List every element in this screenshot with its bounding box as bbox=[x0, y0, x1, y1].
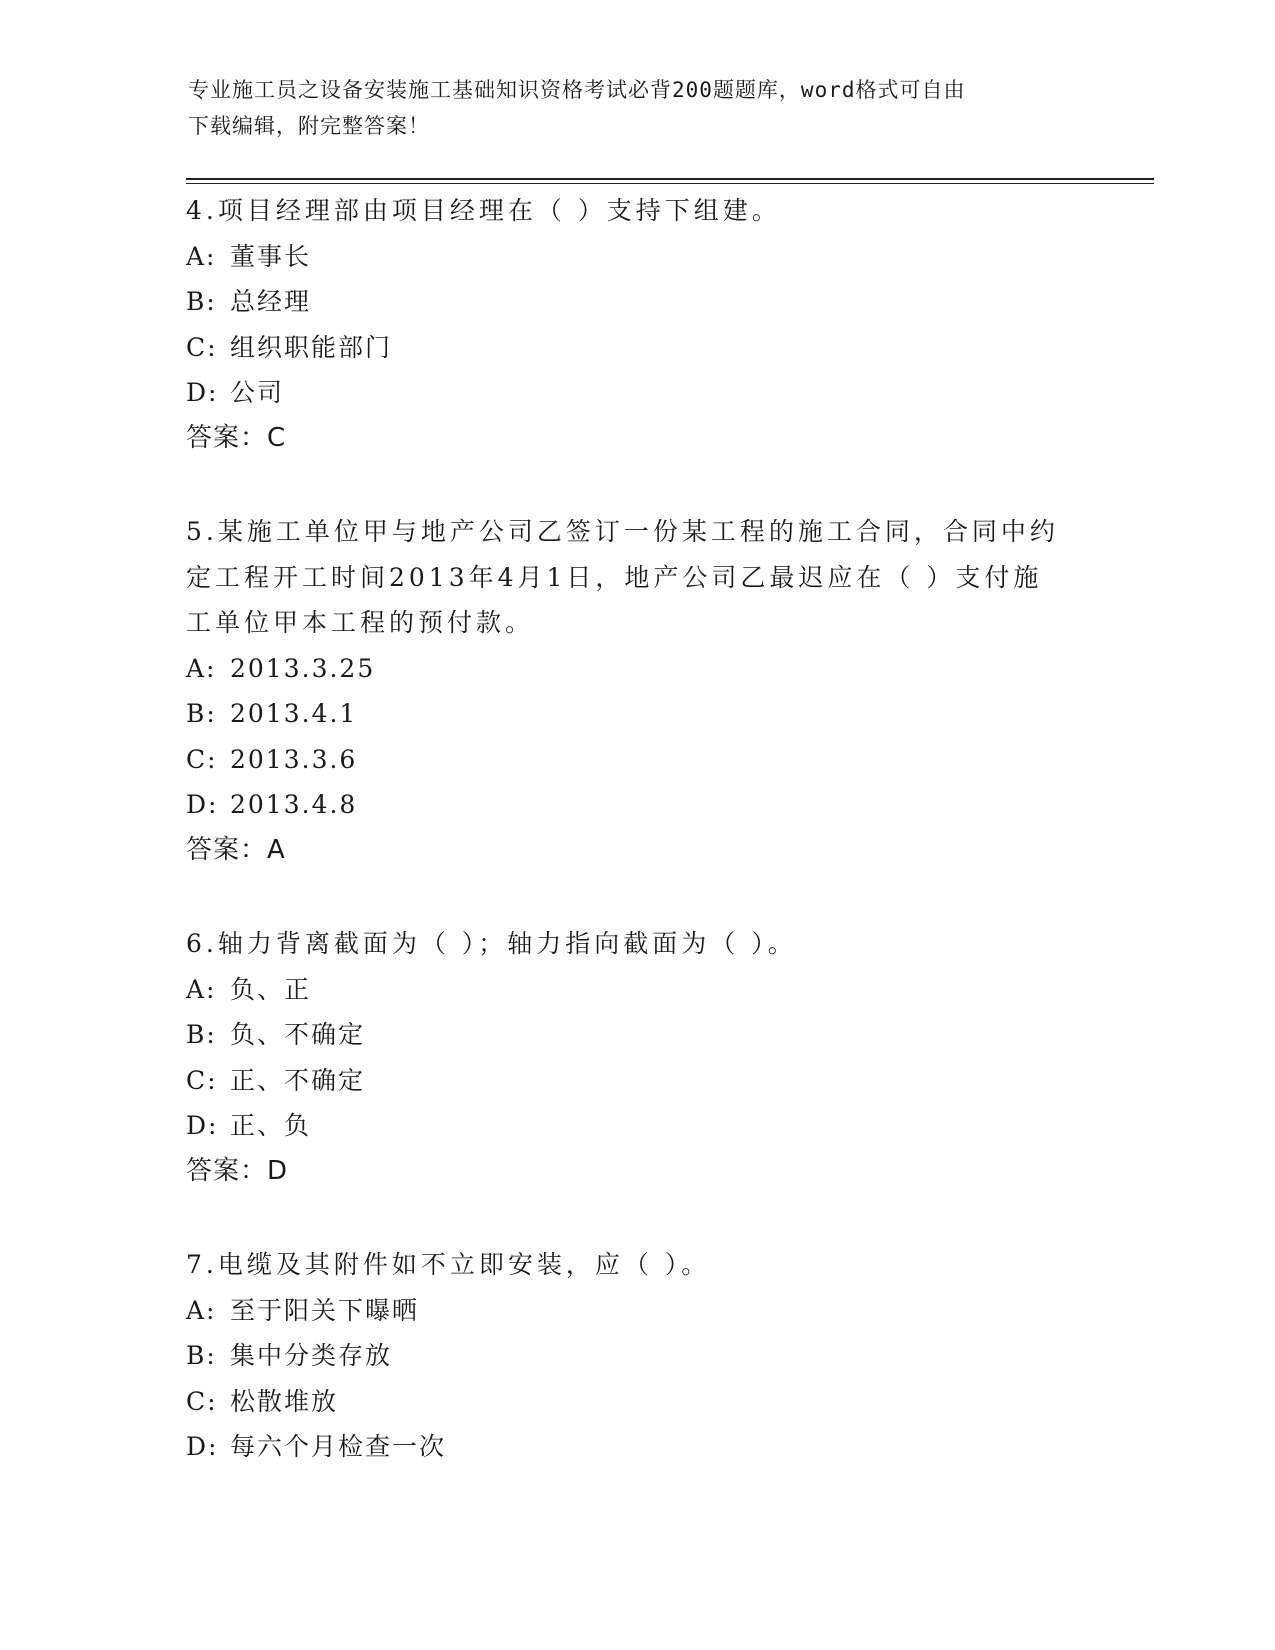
option-d bbox=[186, 782, 1066, 828]
header-line-2: 下载编辑，附完整答案！ bbox=[188, 114, 430, 138]
option-text: 正、负 bbox=[230, 1111, 312, 1140]
answer-line: 答案：D bbox=[186, 1155, 289, 1186]
header-divider-thin bbox=[186, 183, 1154, 184]
option-letter: A: bbox=[186, 1295, 217, 1325]
question-6 bbox=[186, 921, 1066, 1194]
option-c bbox=[186, 737, 1066, 783]
document-header bbox=[188, 72, 1068, 144]
option-letter: D: bbox=[186, 1111, 219, 1140]
option-letter: C: bbox=[186, 744, 218, 774]
question-list bbox=[186, 188, 1066, 1518]
option-d bbox=[186, 1424, 1066, 1470]
option-letter: A: bbox=[186, 974, 217, 1004]
option-letter: D: bbox=[186, 790, 219, 819]
option-text: 2013.4.1 bbox=[230, 699, 358, 728]
option-letter: C: bbox=[186, 1065, 218, 1095]
question-4 bbox=[186, 188, 1066, 461]
option-text: 董事长 bbox=[230, 241, 312, 271]
option-a bbox=[186, 1288, 1066, 1334]
option-a bbox=[186, 646, 1066, 692]
option-text: 总经理 bbox=[230, 287, 312, 316]
question-7 bbox=[186, 1242, 1066, 1470]
option-letter: C: bbox=[186, 1386, 218, 1416]
option-text: 松散堆放 bbox=[230, 1386, 339, 1416]
option-text: 2013.3.6 bbox=[230, 744, 358, 774]
question-stem: 4.项目经理部由项目经理在（ ）支持下组建。 bbox=[186, 196, 781, 225]
option-c bbox=[186, 1058, 1066, 1104]
option-a bbox=[186, 967, 1066, 1013]
option-c bbox=[186, 1379, 1066, 1425]
option-b bbox=[186, 279, 1066, 325]
header-divider-thick bbox=[186, 178, 1154, 180]
option-text: 集中分类存放 bbox=[230, 1341, 393, 1370]
option-text: 2013.4.8 bbox=[230, 790, 358, 819]
question-5 bbox=[186, 509, 1066, 873]
option-letter: A: bbox=[186, 241, 217, 271]
option-letter: B: bbox=[186, 699, 217, 728]
answer-line: 答案：C bbox=[186, 422, 287, 453]
option-b bbox=[186, 1012, 1066, 1058]
option-b bbox=[186, 691, 1066, 737]
option-letter: A: bbox=[186, 653, 217, 683]
option-letter: D: bbox=[186, 1432, 219, 1461]
option-text: 负、正 bbox=[230, 974, 312, 1004]
option-d bbox=[186, 370, 1066, 416]
option-text: 至于阳关下曝晒 bbox=[230, 1295, 420, 1325]
option-text: 正、不确定 bbox=[230, 1065, 366, 1095]
option-text: 组织职能部门 bbox=[230, 332, 393, 362]
question-stem: 5.某施工单位甲与地产公司乙签订一份某工程的施工合同，合同中约定工程开工时间2013年4月1日，地产公司乙最迟应在（ ）支付施工单位甲本工程的预付款。 bbox=[186, 517, 1059, 637]
option-text: 2013.3.25 bbox=[230, 653, 376, 683]
option-letter: D: bbox=[186, 378, 219, 407]
header-line-1: 专业施工员之设备安装施工基础知识资格考试必背200题题库，word格式可自由 bbox=[188, 78, 966, 102]
option-d bbox=[186, 1103, 1066, 1149]
option-b bbox=[186, 1333, 1066, 1379]
option-letter: C: bbox=[186, 332, 218, 362]
option-text: 负、不确定 bbox=[230, 1020, 366, 1049]
option-c bbox=[186, 325, 1066, 371]
option-letter: B: bbox=[186, 1020, 217, 1049]
option-text: 公司 bbox=[230, 378, 285, 407]
option-letter: B: bbox=[186, 1341, 217, 1370]
answer-line: 答案：A bbox=[186, 834, 286, 865]
option-a bbox=[186, 234, 1066, 280]
question-stem: 7.电缆及其附件如不立即安装，应（ ）。 bbox=[186, 1250, 711, 1279]
option-text: 每六个月检查一次 bbox=[230, 1432, 447, 1461]
option-letter: B: bbox=[186, 287, 217, 316]
question-stem: 6.轴力背离截面为（ ）；轴力指向截面为（ ）。 bbox=[186, 929, 797, 958]
